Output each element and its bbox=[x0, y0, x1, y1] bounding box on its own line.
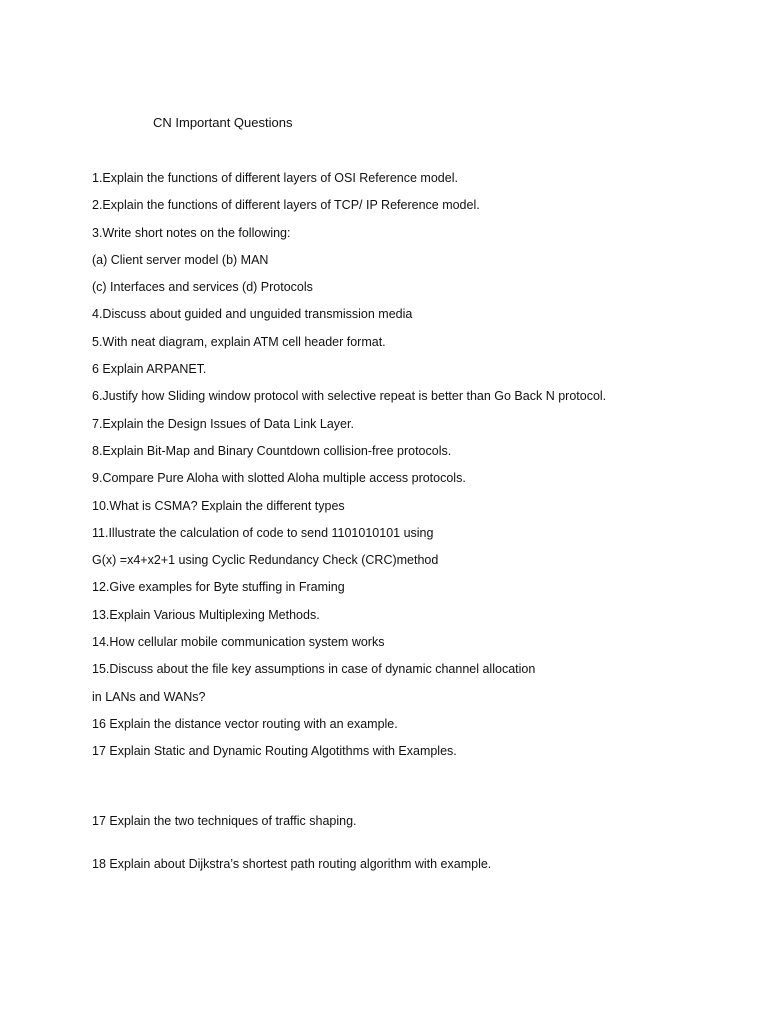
question-line: 18 Explain about Dijkstra’s shortest path routing algorithm with example. bbox=[92, 857, 492, 872]
question-line: 14.How cellular mobile communication system works bbox=[92, 635, 385, 650]
question-line: 2.Explain the functions of different layers of TCP/ IP Reference model. bbox=[92, 198, 480, 213]
question-line: 3.Write short notes on the following: bbox=[92, 225, 291, 240]
document-title: CN Important Questions bbox=[153, 115, 293, 130]
question-line: 8.Explain Bit-Map and Binary Countdown collision-free protocols. bbox=[92, 443, 452, 458]
question-list bbox=[92, 170, 752, 884]
question-line: 1.Explain the functions of different layers of OSI Reference model. bbox=[92, 171, 458, 185]
question-line: 7.Explain the Design Issues of Data Link Layer. bbox=[92, 416, 354, 431]
question-line: 11.Illustrate the calculation of code to send 1101010101 using bbox=[92, 525, 434, 540]
question-line: 13.Explain Various Multiplexing Methods. bbox=[92, 607, 320, 622]
question-line: 15.Discuss about the file key assumptions in case of dynamic channel allocation bbox=[92, 662, 536, 677]
question-line: 17 Explain Static and Dynamic Routing Algotithms with Examples. bbox=[92, 744, 457, 759]
question-line: in LANs and WANs? bbox=[92, 689, 206, 704]
question-line: 9.Compare Pure Aloha with slotted Aloha multiple access protocols. bbox=[92, 471, 466, 486]
question-line: 16 Explain the distance vector routing with an example. bbox=[92, 716, 398, 731]
question-line: (c) Interfaces and services (d) Protocols bbox=[92, 280, 313, 295]
question-line: 6.Justify how Sliding window protocol with selective repeat is better than Go Back N protocol. bbox=[92, 389, 607, 404]
question-line: 4.Discuss about guided and unguided transmission media bbox=[92, 307, 413, 322]
question-line: 6 Explain ARPANET. bbox=[92, 362, 207, 377]
question-line: 10.What is CSMA? Explain the different types bbox=[92, 498, 345, 513]
question-line: 5.With neat diagram, explain ATM cell header format. bbox=[92, 334, 386, 349]
question-line: (a) Client server model (b) MAN bbox=[92, 252, 269, 267]
question-line: G(x) =x4+x2+1 using Cyclic Redundancy Check (CRC)method bbox=[92, 553, 439, 568]
question-line: 12.Give examples for Byte stuffing in Framing bbox=[92, 580, 345, 595]
question-line: 17 Explain the two techniques of traffic shaping. bbox=[92, 814, 357, 829]
